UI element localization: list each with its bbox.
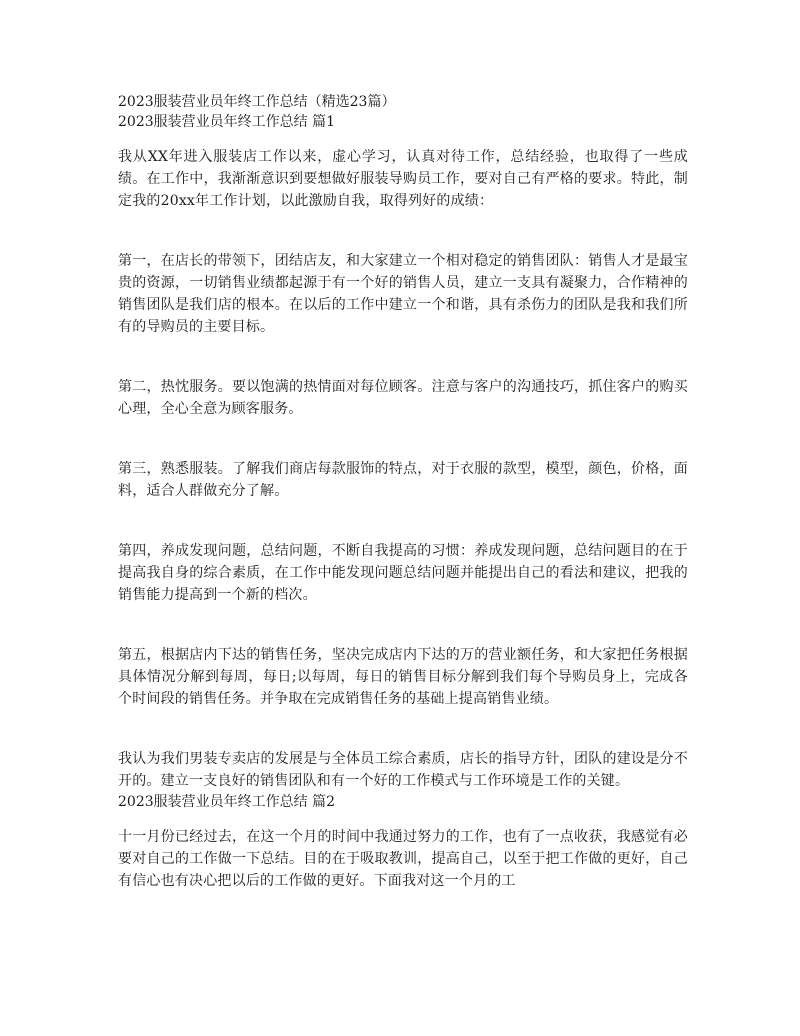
conclusion-paragraph: 我认为我们男装专卖店的发展是与全体员工综合素质，店长的指导方针，团队的建设是分不开的。建立一支良好的销售团队和有一个好的工作模式与工作环境是工作的关键。 (118, 751, 688, 789)
spacer (118, 606, 688, 644)
point-four-paragraph: 第四，养成发现问题，总结问题，不断自我提高的习惯：养成发现问题，总结问题目的在于提高我自身的综合素质，在工作中能发现问题总结问题并能提出自己的看法和建议，把我的销售能力提高到一个新的档次。 (118, 543, 688, 603)
point-two-paragraph: 第二，热忱服务。要以饱满的热情面对每位顾客。注意与客户的沟通技巧，抓住客户的购买心理，全心全意为顾客服务。 (118, 379, 688, 417)
point-three-paragraph: 第三，熟悉服装。了解我们商店每款服饰的特点，对于衣服的款型，模型，颜色，价格，面料，适合人群做充分了解。 (118, 461, 688, 499)
section-two-intro-paragraph: 十一月份已经过去，在这一个月的时间中我通过努力的工作，也有了一点收获，我感觉有必要对自己的工作做一下总结。目的在于吸取教训，提高自己，以至于把工作做的更好，自己有信心也有决心把以后的工作做的更好。下面我对这一个月的工 (118, 829, 688, 889)
section-heading-1: 2023服装营业员年终工作总结 篇1 (118, 114, 335, 130)
intro-paragraph: 我从XX年进入服装店工作以来，虚心学习，认真对待工作，总结经验，也取得了一些成绩。在工作中，我渐渐意识到要想做好服装导购员工作，要对自己有严格的要求。特此，制定我的20xx年工作计划，以此激励自我，取得列好的成绩： (118, 149, 688, 209)
spacer (118, 710, 688, 748)
document-title: 2023服装营业员年终工作总结（精选23篇） (118, 94, 396, 110)
spacer (118, 212, 688, 250)
document-page (118, 92, 688, 892)
spacer (118, 338, 688, 376)
spacer (118, 132, 688, 146)
point-one-paragraph: 第一，在店长的带领下，团结店友，和大家建立一个相对稳定的销售团队：销售人才是最宝贵的资源，一切销售业绩都起源于有一个好的销售人员，建立一支具有凝聚力，合作精神的销售团队是我们店的根本。在以后的工作中建立一个和谐，具有杀伤力的团队是我和我们所有的导购员的主要目标。 (118, 253, 688, 335)
spacer (118, 812, 688, 826)
section-heading-2: 2023服装营业员年终工作总结 篇2 (118, 794, 335, 810)
spacer (118, 502, 688, 540)
spacer (118, 420, 688, 458)
point-five-paragraph: 第五，根据店内下达的销售任务，坚决完成店内下达的万的营业额任务，和大家把任务根据具体情况分解到每周，每日;以每周，每日的销售目标分解到我们每个导购员身上，完成各个时间段的销售任务。并争取在完成销售任务的基础上提高销售业绩。 (118, 647, 688, 707)
